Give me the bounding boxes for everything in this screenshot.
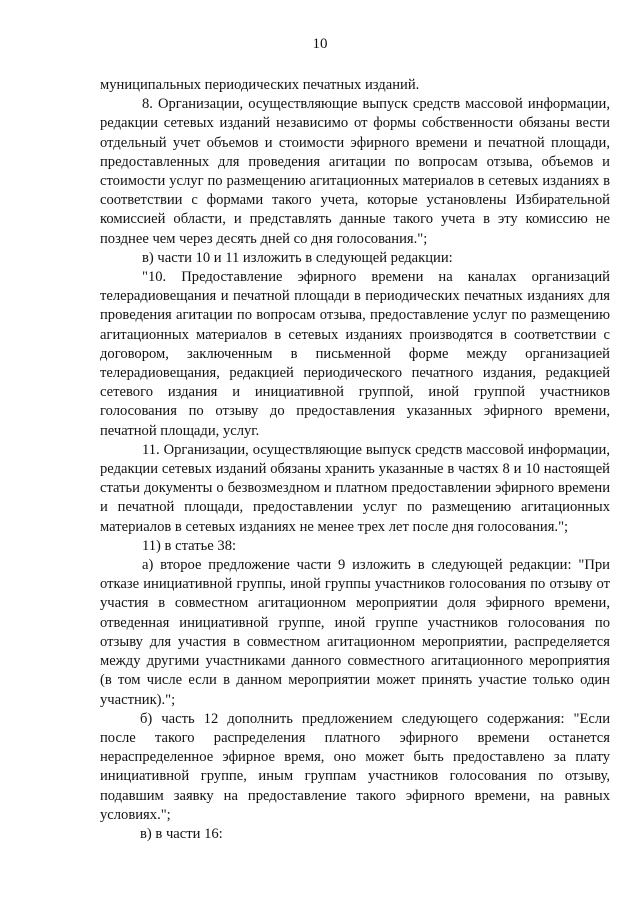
- paragraph-subitem-b: б) часть 12 дополнить предложением следующего содержания: "Если после такого распределения платного эфирного времени останется нераспределенное эфирное время, оно может быть предоставлено за плату инициативной группе, иным группам участников голосования по отзыву, подавшим заявку на предоставление такого эфирного времени, на равных условиях.";: [100, 710, 610, 823]
- paragraph-item-10: "10. Предоставление эфирного времени на каналах организаций телерадиовещания и печатной площади в периодических печатных изданиях для проведения агитации по вопросам отзыва, предоставление услуг по размещению агитационных материалов в сетевых изданиях производятся в соответствии с договором, заключенным в письменной форме между организацией телерадиовещания, редакцией периодического печатного издания, редакцией сетевого издания и инициативной группой, иной группой участников голосования по отзыву до предоставления указанных эфирного времени, печатной площади, услуг.: [100, 269, 610, 439]
- paragraph-subitem-v-part-16: в) в части 16:: [140, 825, 223, 842]
- paragraph-subitem-v: в) части 10 и 11 изложить в следующей редакции:: [142, 249, 453, 266]
- page-number: 10: [312, 36, 328, 52]
- paragraph-item-11: 11. Организации, осуществляющие выпуск средств массовой информации, редакции сетевых изданий обязаны хранить указанные в частях 8 и 10 настоящей статьи документы о безвозмездном и платном предоставлении эфирного времени и печатной площади, предоставлении услуг по размещению агитационных материалов в сетевых изданиях не менее трех лет после дня голосования.";: [100, 441, 610, 535]
- paragraph-item-11-article-38: 11) в статье 38:: [142, 537, 237, 554]
- paragraph-subitem-a: а) второе предложение части 9 изложить в следующей редакции: "При отказе инициативной группы, иной группы участников голосования по отзыву от участия в совместном агитационном мероприятии доля эфирного времени, отведенная инициативной группе, иной группе участников голосования по отзыву для участия в совместном агитационном мероприятии, распределяется между другими участниками данного совместного агитационного мероприятия (в том числе если в данном мероприятии может принять участие только один участник).";: [100, 557, 610, 708]
- paragraph-continuation: муниципальных периодических печатных изданий.: [100, 77, 420, 93]
- paragraph-item-8: 8. Организации, осуществляющие выпуск средств массовой информации, редакции сетевых изданий независимо от формы собственности обязаны вести отдельный учет объемов и стоимости эфирного времени и печатной площади, предоставленных для проведения агитации по вопросам отзыва, объемов и стоимости услуг по размещению агитационных материалов в сетевых изданиях в соответствии с формами такого учета, которые установлены Избирательной комиссией области, и представлять данные такого учета в эту комиссию не позднее чем через десять дней со дня голосования.";: [100, 96, 610, 247]
- document-body: [100, 76, 610, 844]
